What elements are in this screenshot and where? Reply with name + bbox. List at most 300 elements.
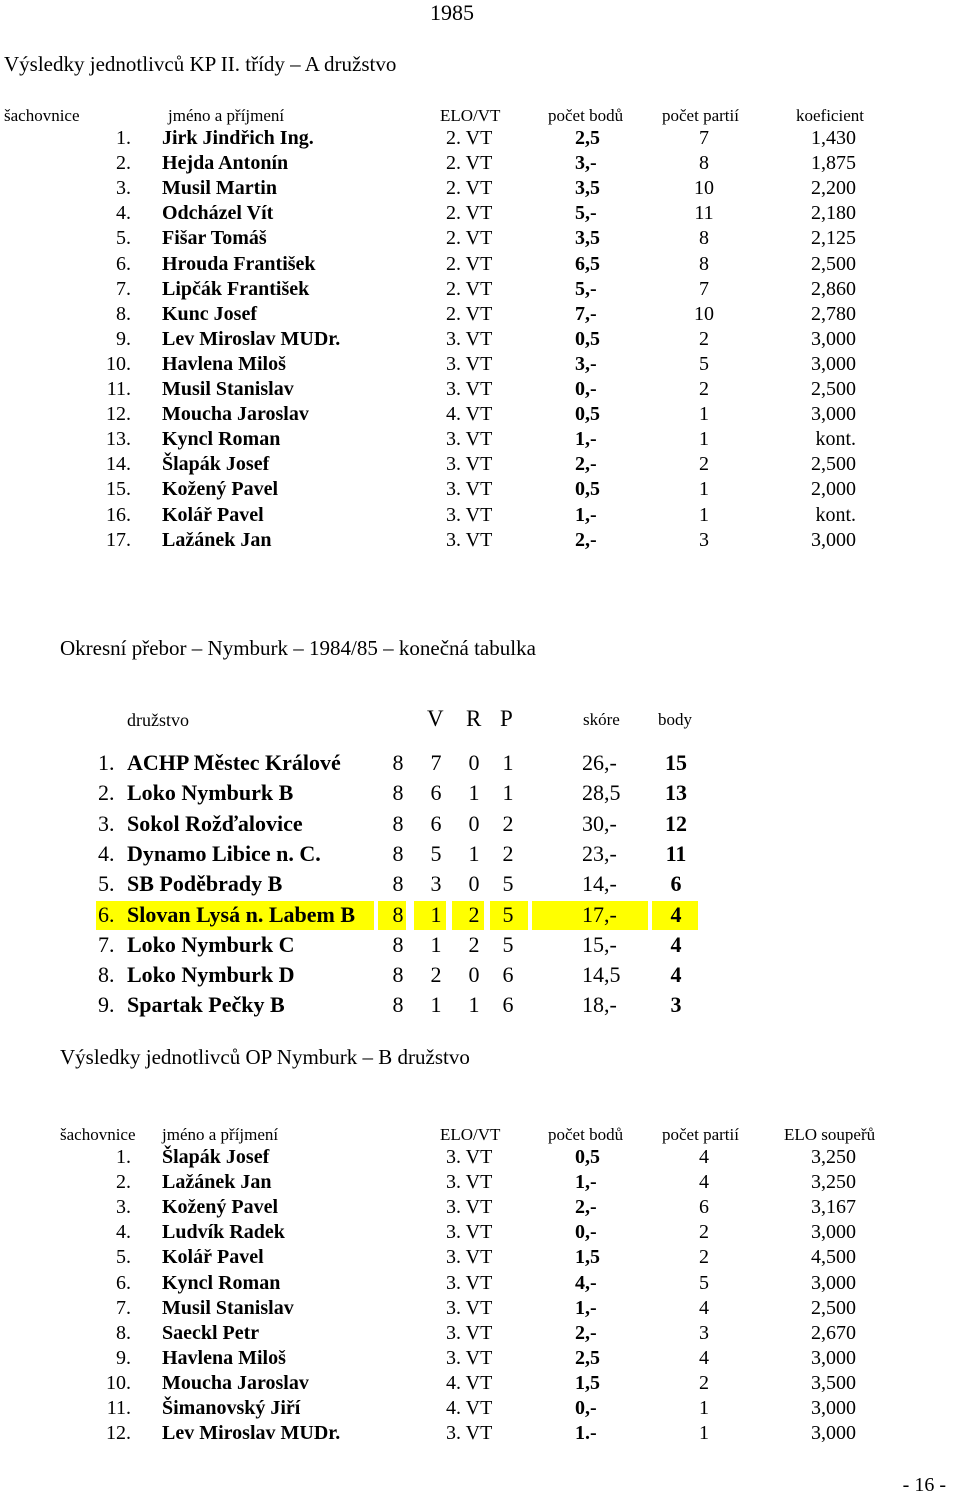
coefficient: 3,000	[811, 1271, 856, 1294]
coefficient: 3,000	[811, 352, 856, 375]
board-number: 8.	[116, 302, 131, 325]
team-points: 4	[670, 931, 682, 957]
board-number: 12.	[106, 403, 131, 426]
player-name: Kyncl Roman	[162, 1271, 281, 1294]
team-points: 15	[665, 750, 687, 775]
player-name: Hrouda František	[162, 252, 316, 275]
player-name: Musil Stanislav	[162, 1296, 294, 1319]
player-name: Šimanovský Jiří	[162, 1397, 301, 1419]
board-number: 6.	[116, 252, 131, 275]
table-row	[0, 1171, 960, 1196]
table-row	[0, 403, 960, 428]
header-r: R	[466, 706, 482, 731]
coefficient: 3,167	[811, 1196, 856, 1219]
games-played: 8	[392, 871, 404, 897]
board-number: 14.	[106, 453, 131, 476]
elo-class: 3. VT	[446, 453, 493, 476]
losses: 5	[502, 931, 514, 957]
table-row	[0, 253, 960, 278]
team-name: Sokol Rožďalovice	[127, 810, 303, 836]
draws: 0	[468, 810, 480, 836]
board-number: 9.	[116, 327, 131, 350]
team-rank: 7.	[98, 931, 115, 957]
coefficient: kont.	[815, 503, 856, 526]
coefficient: 1,430	[811, 127, 856, 149]
team-points: 6	[670, 871, 682, 897]
team-points: 4	[670, 901, 682, 927]
games: 2	[699, 1221, 709, 1244]
score: 28,5	[582, 780, 621, 806]
score: 17,-	[582, 901, 617, 927]
games: 7	[699, 277, 709, 300]
player-name: Lipčák František	[162, 277, 310, 300]
table-row	[0, 1347, 960, 1372]
table-row	[0, 177, 960, 202]
board-number: 5.	[116, 1246, 131, 1269]
elo-class: 3. VT	[446, 478, 493, 501]
coefficient: 2,860	[811, 277, 856, 300]
header-p: P	[500, 706, 513, 731]
points: 2,5	[575, 127, 600, 149]
team-points: 11	[665, 840, 687, 866]
team-points: 12	[665, 810, 687, 836]
team-name: Dynamo Libice n. C.	[127, 840, 321, 866]
team-rank: 5.	[98, 871, 115, 897]
games: 2	[699, 378, 709, 400]
games: 10	[694, 302, 714, 325]
score: 15,-	[582, 931, 617, 957]
score: 14,-	[582, 871, 617, 897]
score: 26,-	[582, 750, 617, 775]
table-row	[0, 1272, 960, 1297]
elo-class: 4. VT	[446, 1397, 493, 1419]
coefficient: 2,000	[811, 478, 856, 501]
player-name: Kunc Josef	[162, 302, 257, 325]
games-played: 8	[392, 750, 404, 775]
coefficient: 3,000	[811, 1397, 856, 1419]
table-row	[0, 1196, 960, 1221]
points: 5,-	[575, 202, 597, 225]
wins: 3	[430, 871, 442, 897]
board-number: 4.	[116, 1221, 131, 1244]
score: 30,-	[582, 810, 617, 836]
points: 6,5	[575, 252, 600, 275]
games: 1	[699, 478, 709, 501]
elo-class: 3. VT	[446, 1246, 493, 1269]
table-row	[0, 453, 960, 478]
coefficient: 1,875	[811, 152, 856, 175]
elo-class: 3. VT	[446, 1422, 493, 1445]
points: 3,-	[575, 352, 597, 375]
elo-class: 2. VT	[446, 152, 493, 175]
games: 6	[699, 1196, 709, 1219]
games: 4	[699, 1171, 709, 1194]
losses: 2	[502, 810, 514, 836]
header-name: jméno a příjmení	[168, 106, 285, 125]
coefficient: 4,500	[811, 1246, 856, 1269]
score: 14,5	[582, 962, 621, 988]
section1-title: Výsledky jednotlivců KP II. třídy – A družstvo	[4, 52, 397, 76]
elo-class: 3. VT	[446, 352, 493, 375]
games: 3	[699, 528, 709, 551]
board-number: 3.	[116, 1196, 131, 1219]
table-row	[0, 1322, 960, 1347]
points: 2,-	[575, 528, 597, 551]
games: 10	[694, 177, 714, 200]
wins: 6	[430, 810, 442, 836]
player-name: Odcházel Vít	[162, 202, 274, 225]
coefficient: 2,500	[811, 252, 856, 275]
elo-class: 3. VT	[446, 1171, 493, 1194]
header-games: počet partií	[662, 1125, 739, 1144]
points: 1,-	[575, 503, 597, 526]
losses: 2	[502, 840, 514, 866]
coefficient: 3,000	[811, 1221, 856, 1244]
coefficient: 2,500	[811, 453, 856, 476]
points: 0,5	[575, 478, 600, 501]
team-rank: 8.	[98, 962, 115, 988]
draws: 2	[468, 931, 480, 957]
elo-class: 2. VT	[446, 127, 493, 149]
points: 5,-	[575, 277, 597, 300]
table-row	[0, 1297, 960, 1322]
board-number: 1.	[116, 127, 131, 149]
coefficient: 3,500	[811, 1371, 856, 1394]
losses: 5	[502, 901, 514, 927]
points: 1,-	[575, 1296, 597, 1319]
player-name: Jirk Jindřich Ing.	[162, 127, 314, 149]
player-name: Šlapák Josef	[162, 453, 270, 476]
table-row	[0, 328, 960, 353]
losses: 1	[502, 780, 514, 806]
points: 1.-	[575, 1422, 597, 1445]
elo-class: 2. VT	[446, 277, 493, 300]
player-name: Lev Miroslav MUDr.	[162, 327, 341, 350]
draws: 1	[468, 992, 480, 1018]
points: 0,5	[575, 403, 600, 426]
player-name: Hejda Antonín	[162, 152, 289, 175]
score: 18,-	[582, 992, 617, 1018]
board-number: 7.	[116, 277, 131, 300]
board-number: 2.	[116, 152, 131, 175]
header-team: družstvo	[127, 710, 189, 730]
wins: 2	[430, 962, 442, 988]
elo-class: 2. VT	[446, 177, 493, 200]
page-number: - 16 -	[902, 1474, 946, 1496]
elo-class: 3. VT	[446, 1346, 493, 1369]
team-rank: 3.	[98, 810, 115, 836]
games-played: 8	[392, 840, 404, 866]
wins: 1	[430, 992, 442, 1018]
losses: 1	[502, 750, 514, 775]
games: 2	[699, 327, 709, 350]
coefficient: 2,780	[811, 302, 856, 325]
points: 1,5	[575, 1371, 600, 1394]
player-name: Saeckl Petr	[162, 1321, 260, 1344]
board-number: 11.	[106, 1397, 131, 1419]
table-row	[0, 1146, 960, 1171]
losses: 6	[502, 992, 514, 1018]
player-name: Lažánek Jan	[162, 1171, 272, 1194]
table-row	[0, 278, 960, 303]
player-name: Musil Stanislav	[162, 378, 294, 400]
games: 2	[699, 1371, 709, 1394]
coefficient: 3,000	[811, 1346, 856, 1369]
team-rank: 6.	[98, 901, 115, 927]
table-row	[0, 152, 960, 177]
team-name: Loko Nymburk D	[127, 962, 295, 988]
coefficient: 2,500	[811, 1296, 856, 1319]
games: 1	[699, 428, 709, 451]
standings-row	[0, 992, 960, 1022]
board-number: 17.	[106, 528, 131, 551]
player-name: Kyncl Roman	[162, 428, 281, 451]
team-name: ACHP Městec Králové	[127, 750, 341, 775]
player-name: Kolář Pavel	[162, 1246, 264, 1269]
wins: 1	[430, 931, 442, 957]
points: 0,-	[575, 1397, 597, 1419]
points: 0,-	[575, 378, 597, 400]
player-name: Kožený Pavel	[162, 478, 279, 501]
wins: 1	[430, 901, 442, 927]
header-body: body	[658, 710, 692, 729]
player-name: Ludvík Radek	[162, 1221, 285, 1244]
board-number: 15.	[106, 478, 131, 501]
losses: 6	[502, 962, 514, 988]
header-board: šachovnice	[4, 106, 80, 125]
team-rank: 4.	[98, 840, 115, 866]
table-row	[0, 127, 960, 152]
board-number: 8.	[116, 1321, 131, 1344]
board-number: 16.	[106, 503, 131, 526]
games: 4	[699, 1346, 709, 1369]
board-number: 7.	[116, 1296, 131, 1319]
games: 5	[699, 1271, 709, 1294]
points: 1,5	[575, 1246, 600, 1269]
header-score: skóre	[583, 710, 620, 729]
coefficient: 2,125	[811, 227, 856, 250]
elo-class: 3. VT	[446, 1321, 493, 1344]
section3-title: Výsledky jednotlivců OP Nymburk – B družstvo	[60, 1045, 470, 1069]
player-name: Kolář Pavel	[162, 503, 264, 526]
table-row	[0, 1372, 960, 1397]
points: 1,-	[575, 428, 597, 451]
elo-class: 2. VT	[446, 252, 493, 275]
games: 2	[699, 453, 709, 476]
games-played: 8	[392, 780, 404, 806]
table-row	[0, 378, 960, 403]
draws: 1	[468, 780, 480, 806]
table-row	[0, 529, 960, 554]
coefficient: 2,200	[811, 177, 856, 200]
player-name: Moucha Jaroslav	[162, 403, 309, 426]
points: 7,-	[575, 302, 597, 325]
elo-class: 4. VT	[446, 403, 493, 426]
table-row	[0, 478, 960, 503]
board-number: 4.	[116, 202, 131, 225]
points: 2,-	[575, 1321, 597, 1344]
player-name: Šlapák Josef	[162, 1146, 270, 1168]
elo-class: 4. VT	[446, 1371, 493, 1394]
draws: 2	[468, 901, 480, 927]
games: 1	[699, 1422, 709, 1445]
header-games: počet partií	[662, 106, 739, 125]
board-number: 5.	[116, 227, 131, 250]
elo-class: 3. VT	[446, 378, 493, 400]
table-row	[0, 1397, 960, 1422]
games-played: 8	[392, 962, 404, 988]
points: 4,-	[575, 1271, 597, 1294]
player-name: Fišar Tomáš	[162, 227, 267, 250]
elo-class: 3. VT	[446, 1196, 493, 1219]
team-points: 3	[670, 992, 682, 1018]
elo-class: 2. VT	[446, 227, 493, 250]
games: 1	[699, 1397, 709, 1419]
team-rank: 2.	[98, 780, 115, 806]
losses: 5	[502, 871, 514, 897]
standings-row	[0, 811, 960, 841]
header-points: počet bodů	[548, 106, 624, 125]
coefficient: 2,180	[811, 202, 856, 225]
coefficient: 3,000	[811, 1422, 856, 1445]
coefficient: 3,000	[811, 327, 856, 350]
wins: 6	[430, 780, 442, 806]
standings-row	[0, 780, 960, 810]
games: 8	[699, 227, 709, 250]
coefficient: 2,500	[811, 378, 856, 400]
points: 0,5	[575, 327, 600, 350]
games: 4	[699, 1146, 709, 1168]
board-number: 13.	[106, 428, 131, 451]
games-played: 8	[392, 810, 404, 836]
games-played: 8	[392, 992, 404, 1018]
coefficient: 3,250	[811, 1171, 856, 1194]
standings-row	[0, 871, 960, 901]
team-name: Slovan Lysá n. Labem B	[127, 901, 356, 927]
wins: 7	[430, 750, 442, 775]
draws: 1	[468, 840, 480, 866]
coefficient: 3,250	[811, 1146, 856, 1168]
games: 4	[699, 1296, 709, 1319]
points: 1,-	[575, 1171, 597, 1194]
player-name: Lev Miroslav MUDr.	[162, 1422, 341, 1445]
table-row	[0, 227, 960, 252]
coefficient: 3,000	[811, 528, 856, 551]
elo-class: 2. VT	[446, 302, 493, 325]
team-rank: 1.	[98, 750, 115, 775]
elo-class: 3. VT	[446, 327, 493, 350]
player-name: Musil Martin	[162, 177, 277, 200]
elo-class: 2. VT	[446, 202, 493, 225]
player-name: Havlena Miloš	[162, 352, 286, 375]
elo-class: 3. VT	[446, 1146, 493, 1168]
games: 1	[699, 503, 709, 526]
board-number: 1.	[116, 1146, 131, 1168]
board-number: 12.	[106, 1422, 131, 1445]
team-rank: 9.	[98, 992, 115, 1018]
draws: 0	[468, 871, 480, 897]
standings-row	[0, 902, 960, 932]
year-heading: 1985	[430, 0, 474, 25]
section2-title: Okresní přebor – Nymburk – 1984/85 – konečná tabulka	[60, 636, 536, 660]
coefficient: kont.	[815, 428, 856, 451]
elo-class: 3. VT	[446, 1271, 493, 1294]
table-row	[0, 303, 960, 328]
games: 11	[694, 202, 714, 225]
points: 2,-	[575, 453, 597, 476]
table-row	[0, 504, 960, 529]
table-row	[0, 1221, 960, 1246]
header-points: počet bodů	[548, 1125, 624, 1144]
draws: 0	[468, 750, 480, 775]
header-v: V	[427, 706, 444, 731]
points: 0,-	[575, 1221, 597, 1244]
coefficient: 2,670	[811, 1321, 856, 1344]
table-row	[0, 353, 960, 378]
games: 5	[699, 352, 709, 375]
elo-class: 3. VT	[446, 528, 493, 551]
player-name: Kožený Pavel	[162, 1196, 279, 1219]
team-name: Loko Nymburk C	[127, 931, 295, 957]
games-played: 8	[392, 931, 404, 957]
header-coef: koeficient	[796, 106, 864, 125]
games: 3	[699, 1321, 709, 1344]
team-name: Spartak Pečky B	[127, 992, 285, 1018]
board-number: 6.	[116, 1271, 131, 1294]
wins: 5	[430, 840, 442, 866]
standings-row	[0, 750, 960, 780]
points: 2,5	[575, 1346, 600, 1369]
coefficient: 3,000	[811, 403, 856, 426]
games-played: 8	[392, 901, 404, 927]
standings-row	[0, 932, 960, 962]
player-name: Havlena Miloš	[162, 1346, 286, 1369]
player-name: Lažánek Jan	[162, 528, 272, 551]
elo-class: 3. VT	[446, 428, 493, 451]
header-elo-opponents: ELO soupeřů	[784, 1125, 876, 1144]
points: 2,-	[575, 1196, 597, 1219]
team-name: SB Poděbrady B	[127, 871, 283, 897]
header-elo: ELO/VT	[440, 106, 501, 125]
table-row	[0, 1246, 960, 1271]
elo-class: 3. VT	[446, 1296, 493, 1319]
table-row	[0, 202, 960, 227]
player-name: Moucha Jaroslav	[162, 1371, 309, 1394]
games: 8	[699, 252, 709, 275]
elo-class: 3. VT	[446, 503, 493, 526]
team-name: Loko Nymburk B	[127, 780, 294, 806]
score: 23,-	[582, 840, 617, 866]
games: 1	[699, 403, 709, 426]
board-number: 10.	[106, 1371, 131, 1394]
team-points: 13	[665, 780, 687, 806]
board-number: 10.	[106, 352, 131, 375]
header-elo: ELO/VT	[440, 1125, 501, 1144]
points: 3,5	[575, 177, 600, 200]
board-number: 3.	[116, 177, 131, 200]
standings-row	[0, 962, 960, 992]
board-number: 11.	[106, 378, 131, 400]
games: 2	[699, 1246, 709, 1269]
table-row	[0, 1422, 960, 1447]
draws: 0	[468, 962, 480, 988]
header-name: jméno a příjmení	[162, 1125, 279, 1144]
standings-row	[0, 841, 960, 871]
board-number: 9.	[116, 1346, 131, 1369]
table-row	[0, 428, 960, 453]
header-board: šachovnice	[60, 1125, 136, 1144]
points: 0,5	[575, 1146, 600, 1168]
